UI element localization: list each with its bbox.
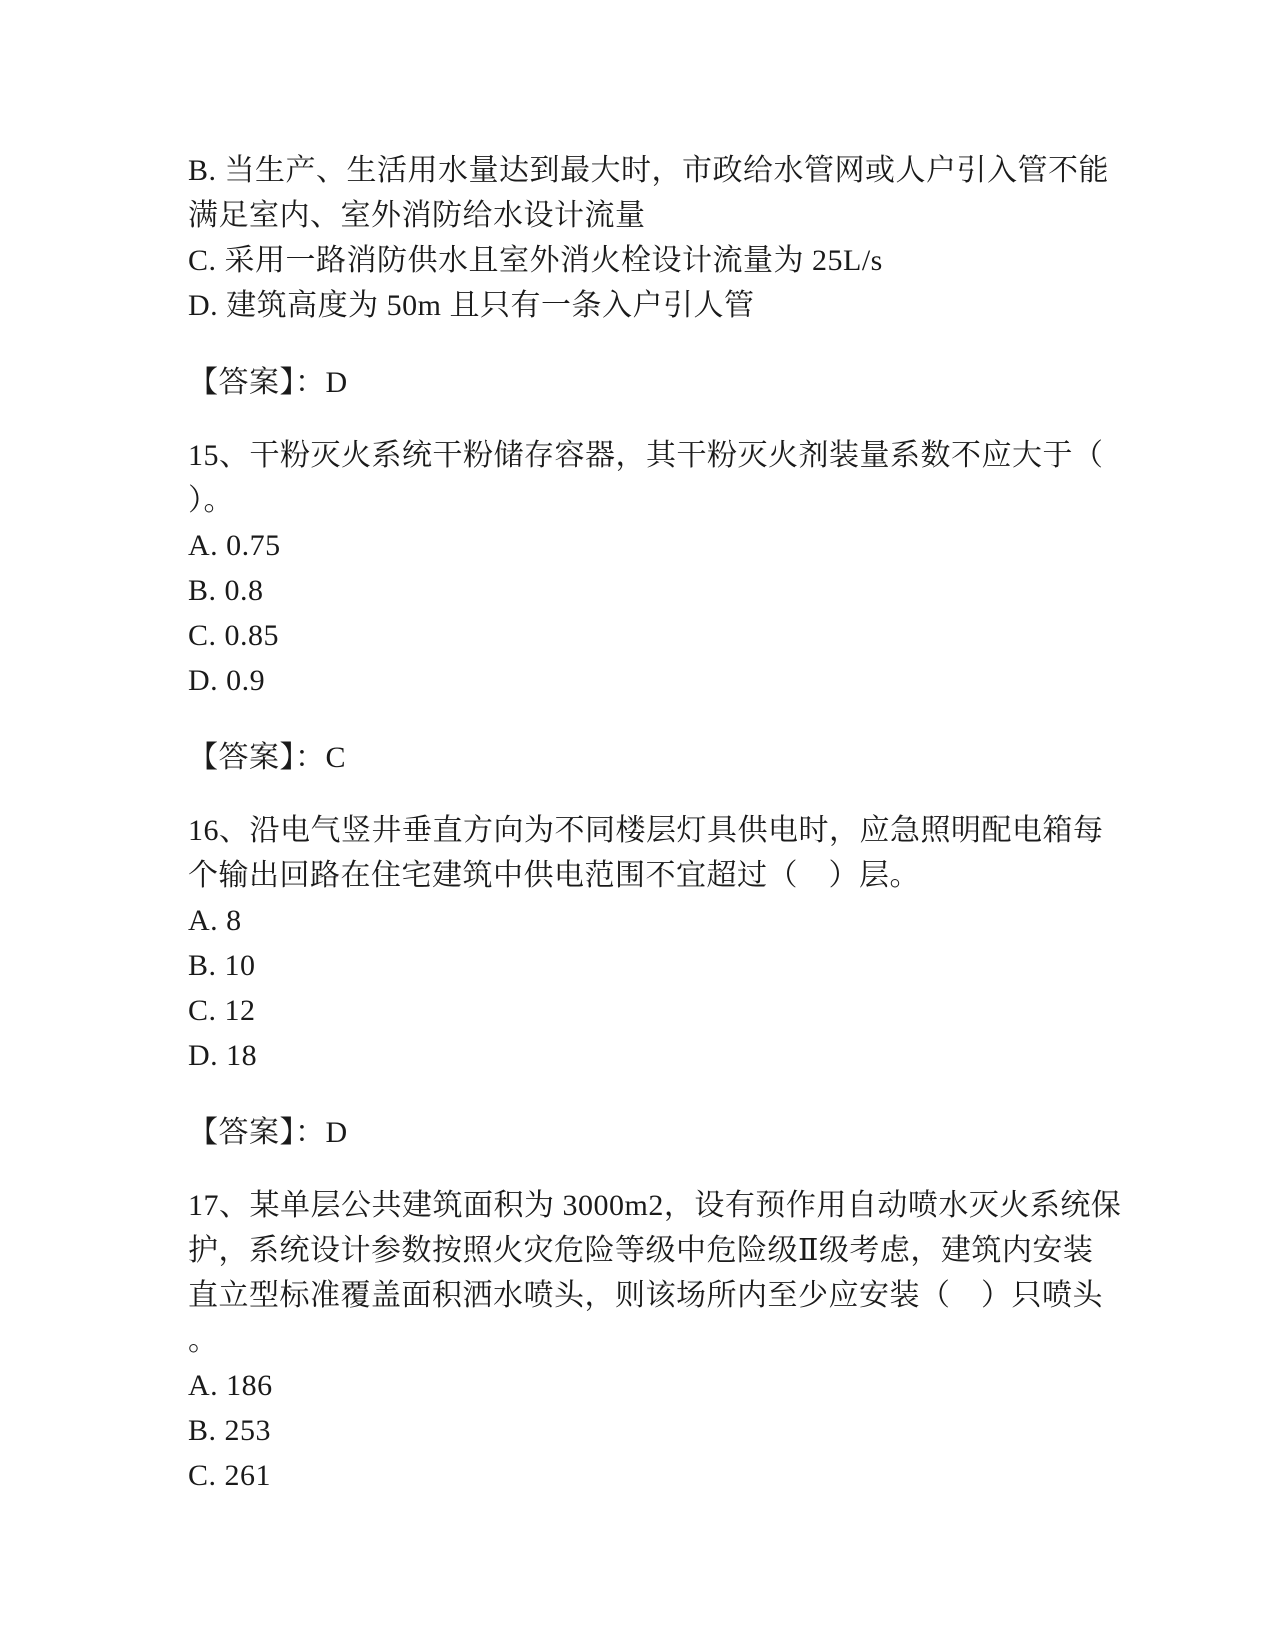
question-17-stem-line-2: 护，系统设计参数按照火灾危险等级中危险级Ⅱ级考虑，建筑内安装 (188, 1234, 1094, 1267)
continued-question-options (188, 148, 1110, 328)
question-16-stem-line-1: 16、沿电气竖井垂直方向为不同楼层灯具供电时，应急照明配电箱每 (188, 814, 1104, 847)
question-15-stem-line-1: 15、干粉灭火系统干粉储存容器，其干粉灭火剂装量系数不应大于（ (188, 439, 1104, 472)
answer-block-question-16 (188, 1110, 1088, 1155)
question-17-stem-line-3: 直立型标准覆盖面积洒水喷头，则该场所内至少应安装（ ）只喷头 (188, 1279, 1103, 1312)
question-15-option-d: D. 0.9 (188, 664, 266, 697)
answer-block-question-15 (188, 735, 1088, 780)
option-b-line-2: 满足室内、室外消防给水设计流量 (188, 199, 646, 232)
option-c: C. 采用一路消防供水且室外消火栓设计流量为 25L/s (188, 244, 883, 277)
question-16-option-a: A. 8 (188, 904, 242, 937)
option-b-line-1: B. 当生产、生活用水量达到最大时，市政给水管网或人户引入管不能 (188, 154, 1110, 187)
exam-content (188, 148, 1122, 1498)
option-d: D. 建筑高度为 50m 且只有一条入户引人管 (188, 289, 755, 322)
question-16-option-c: C. 12 (188, 994, 256, 1027)
question-17-stem-line-1: 17、某单层公共建筑面积为 3000m2，设有预作用自动喷水灭火系统保 (188, 1189, 1122, 1222)
question-15-block (188, 433, 1104, 703)
answer-label-continued-question: 【答案】：D (188, 366, 348, 399)
question-15-stem-line-2: ）。 (188, 484, 234, 517)
question-15-option-b: B. 0.8 (188, 574, 264, 607)
answer-block-continued-question (188, 360, 1088, 405)
answer-label-question-16: 【答案】：D (188, 1116, 348, 1149)
question-15-option-a: A. 0.75 (188, 529, 281, 562)
answer-label-question-15: 【答案】：C (188, 741, 347, 774)
question-16-option-b: B. 10 (188, 949, 256, 982)
question-16-block (188, 808, 1104, 1078)
question-17-option-b: B. 253 (188, 1414, 272, 1447)
question-17-block (188, 1183, 1122, 1498)
question-17-option-c: C. 261 (188, 1459, 272, 1492)
question-17-stem-line-4: 。 (188, 1324, 219, 1357)
question-17-option-a: A. 186 (188, 1369, 273, 1402)
question-16-option-d: D. 18 (188, 1039, 258, 1072)
question-16-stem-line-2: 个输出回路在住宅建筑中供电范围不宜超过（ ）层。 (188, 859, 920, 892)
question-15-option-c: C. 0.85 (188, 619, 280, 652)
